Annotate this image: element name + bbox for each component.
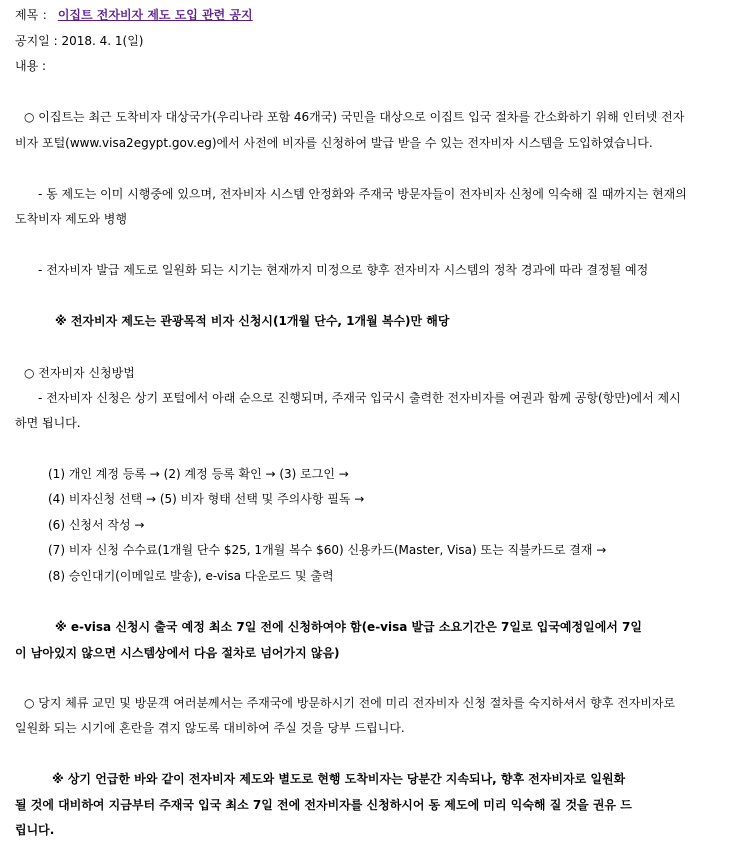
intro-line-2: 비자 포털(www.visa2egypt.gov.eg)에서 사전에 비자를 신청하여 발급 받을 수 있는 전자비자 시스템을 도입하였습니다. bbox=[15, 136, 653, 150]
method-line-2: 하면 됩니다. bbox=[15, 416, 81, 430]
note-final-line-2: 될 것에 대비하여 지금부터 주재국 입국 최소 7일 전에 전자비자를 신청하시어 동 제도에 미리 익숙해 질 것을 권유 드 bbox=[15, 798, 632, 812]
step-line-3: (6) 신청서 작성 → bbox=[48, 518, 145, 532]
notice-title: 이집트 전자비자 제도 도입 관련 공지 bbox=[57, 8, 253, 22]
title-label: 제목 ： bbox=[15, 8, 54, 22]
method-line-1: - 전자비자 신청은 상기 포털에서 아래 순으로 진행되며, 주재국 입국시 출력한 전자비자를 여권과 함께 공항(항만)에서 제시 bbox=[38, 391, 681, 405]
note-tourism-only: ※ 전자비자 제도는 관광목적 비자 신청시(1개월 단수, 1개월 복수)만 해당 bbox=[55, 314, 450, 328]
step-line-4: (7) 비자 신청 수수료(1개월 단수 $25, 1개월 복수 $60) 신용카드(Master, Visa) 또는 직불카드로 결재 → bbox=[48, 543, 607, 557]
advice-line-1: ○ 당지 체류 교민 및 방문객 여러분께서는 주재국에 방문하시기 전에 미리 전자비자 신청 절차를 숙지하셔서 향후 전자비자로 bbox=[24, 696, 676, 710]
title-row bbox=[15, 7, 253, 23]
method-heading: ○ 전자비자 신청방법 bbox=[24, 366, 135, 380]
point2-line: - 전자비자 발급 제도로 일원화 되는 시기는 현재까지 미정으로 향후 전자비자 시스템의 정착 경과에 따라 결정될 예정 bbox=[38, 263, 649, 277]
note-evisa-line-1: ※ e-visa 신청시 출국 예정 최소 7일 전에 신청하여야 함(e-visa 발급 소요기간은 7일로 입국예정일에서 7일 bbox=[55, 620, 643, 634]
step-line-5: (8) 승인대기(이메일로 발송), e-visa 다운로드 및 출력 bbox=[48, 569, 334, 583]
content-label: 내용 : bbox=[15, 59, 47, 73]
step-line-1: (1) 개인 계정 등록 → (2) 계정 등록 확인 → (3) 로그인 → bbox=[48, 467, 349, 481]
advice-line-2: 일원화 되는 시기에 혼란을 겪지 않도록 대비하여 주실 것을 당부 드립니다. bbox=[15, 721, 405, 735]
intro-line-1: ○ 이집트는 최근 도착비자 대상국가(우리나라 포함 46개국) 국민을 대상으로 이집트 입국 절차를 간소화하기 위해 인터넷 전자 bbox=[24, 110, 685, 124]
note-final-line-3: 립니다. bbox=[15, 823, 55, 837]
note-final-line-1: ※ 상기 언급한 바와 같이 전자비자 제도와 별도로 현행 도착비자는 당분간 지속되나, 향후 전자비자로 일원화 bbox=[52, 772, 626, 786]
notice-date: 공지일 : 2018. 4. 1(일) bbox=[15, 34, 144, 48]
step-line-2: (4) 비자신청 선택 → (5) 비자 형태 선택 및 주의사항 필독 → bbox=[48, 492, 365, 506]
note-evisa-line-2: 이 남아있지 않으면 시스템상에서 다음 절차로 넘어가지 않음) bbox=[15, 646, 340, 660]
point1-line-2: 도착비자 제도와 병행 bbox=[15, 212, 127, 226]
point1-line-1: - 동 제도는 이미 시행중에 있으며, 전자비자 시스템 안정화와 주재국 방문자들이 전자비자 신청에 익숙해 질 때까지는 현재의 bbox=[38, 187, 687, 201]
